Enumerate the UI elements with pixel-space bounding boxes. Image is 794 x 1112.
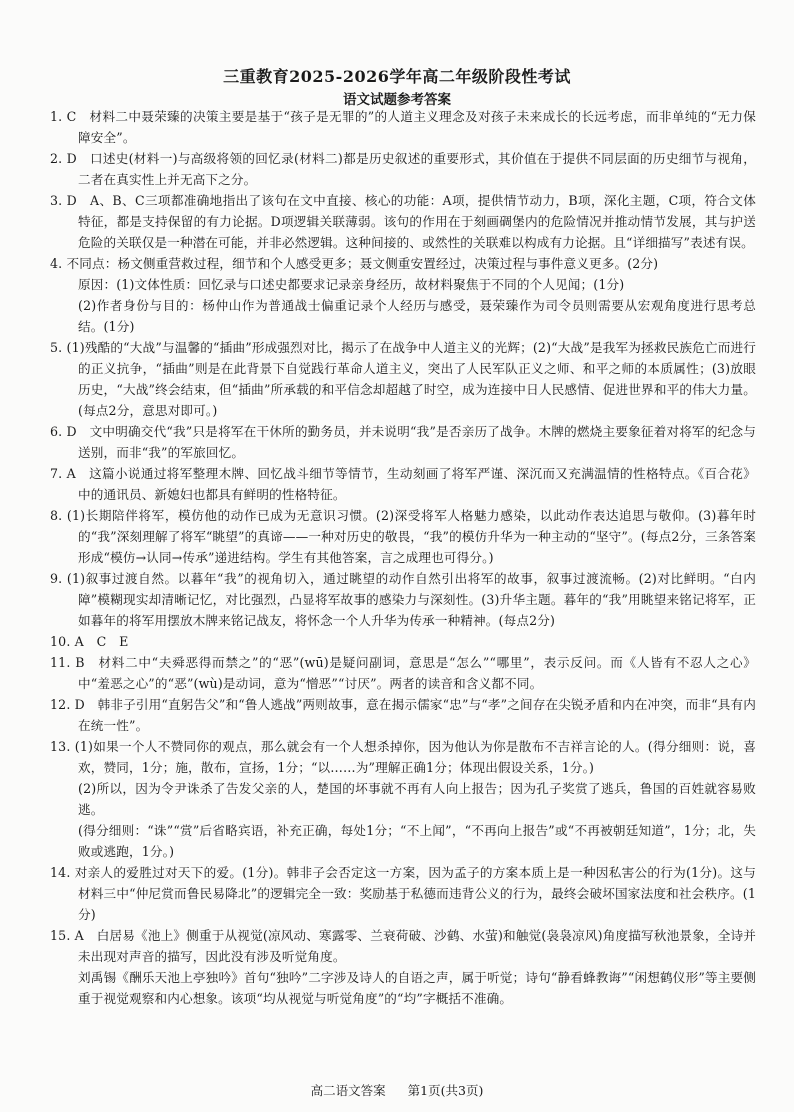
answer-13-part-2: (2)所以，因为令尹诛杀了告发父亲的人，楚国的坏事就不再有人向上报告；因为孔子奖赏了逃兵，鲁国的百姓就容易败逃。	[78, 781, 756, 817]
answer-10: 10. A C E	[50, 634, 129, 649]
answer-15-continued: 刘禹锡《酬乐天池上亭独吟》首句“独吟”二字涉及诗人的自语之声，属于听觉；诗句“静看蜂教诲”“闲想鹤仪形”等主要侧重于视觉观察和内心想象。该项“均从视觉与听觉角度”的“均”字概括不准确。	[78, 970, 756, 1006]
answer-15: 15. A 白居易《池上》侧重于从视觉(凉风动、寒露零、兰衰荷破、沙鹤、水萤)和触觉(袅袅凉风)角度描写秋池景象，全诗并未出现对声音的描写，因此没有涉及听觉角度。	[50, 928, 756, 964]
page-footer	[0, 1081, 794, 1099]
answer-1: 1. C 材料二中聂荣臻的决策主要是基于“孩子是无罪的”的人道主义理念及对孩子未来成长的长远考虑，而非单纯的“无力保障安全”。	[50, 109, 756, 145]
page-subtitle: 语文试题参考答案	[343, 92, 451, 108]
answer-12: 12. D 韩非子引用“直躬告父”和“鲁人逃战”两则故事，意在揭示儒家“忠”与“孝”之间存在尖锐矛盾和内在冲突，而非“具有内在统一性”。	[50, 697, 756, 733]
answer-9: 9. (1)叙事过渡自然。以暮年“我”的视角切入，通过眺望的动作自然引出将军的故事，叙事过渡流畅。(2)对比鲜明。“白内障”模糊现实却清晰记忆，对比强烈，凸显将军故事的感染力与深刻性。(3)升华主题。暮年的“我”用眺望来铭记将军，正如暮年的将军用摆放木牌来铭记战友，将怀念一个人升华为传承一种精神。(每点2分)	[50, 571, 756, 628]
answer-5: 5. (1)残酷的“大战”与温馨的“插曲”形成强烈对比，揭示了在战争中人道主义的光辉；(2)“大战”是我军为拯救民族危亡而进行的正义抗争，“插曲”则是在此背景下自觉践行革命人道主义，突出了人民军队正义之师、和平之师的本质属性；(3)放眼历史，“大战”终会结束，但“插曲”所承载的和平信念却超越了时空，成为连接中日人民感情、促进世界和平的伟大力量。(每点2分，意思对即可。)	[50, 340, 756, 418]
footer-page-number: 第1页(共3页)	[407, 1083, 484, 1098]
answer-4-reason-2: (2)作者身份与目的：杨仲山作为普通战士偏重记录个人经历与感受，聂荣臻作为司令员则需要从宏观角度进行思考总结。(1分)	[78, 298, 756, 334]
answer-14: 14. 对亲人的爱胜过对天下的爱。(1分)。韩非子会否定这一方案，因为孟子的方案本质上是一种因私害公的行为(1分)。这与材料三中“仲尼赏而鲁民易降北”的逻辑完全一致：奖励基于私德而违背公义的行为，最终会破坏国家法度和社会秩序。(1分)	[50, 865, 756, 922]
answer-4: 4. 不同点：杨文侧重营救过程，细节和个人感受更多；聂文侧重安置经过，决策过程与事件意义更多。(2分)	[50, 256, 659, 271]
answer-6: 6. D 文中明确交代“我”只是将军在干休所的勤务员，并未说明“我”是否亲历了战争。木牌的燃烧主要象征着对将军的纪念与送别，而非“我”的军旅回忆。	[50, 424, 756, 460]
answer-list	[50, 106, 756, 1009]
answer-4-reason-1: 原因：(1)文体性质：回忆录与口述史都要求记录亲身经历，故材料聚焦于不同的个人见闻；(1分)	[78, 277, 625, 292]
footer-subject: 高二语文答案	[310, 1083, 386, 1098]
answer-7: 7. A 这篇小说通过将军整理木牌、回忆战斗细节等情节，生动刻画了将军严谨、深沉而又充满温情的性格特点。《百合花》中的通讯员、新媳妇也都具有鲜明的性格特征。	[50, 466, 756, 502]
answer-13-part-1: 13. (1)如果一个人不赞同你的观点，那么就会有一个人想杀掉你，因为他认为你是散布不吉祥言论的人。(得分细则：说，喜欢，赞同，1分；施，散布，宣扬，1分；“以……为”理解正确1分；体现出假设关系，1分。)	[50, 739, 756, 775]
answer-3: 3. D A、B、C三项都准确地指出了该句在文中直接、核心的功能：A项，提供情节动力，B项，深化主题，C项，符合文体特征，都是支持保留的有力论据。D项逻辑关联薄弱。该句的作用在于刻画碉堡内的危险情况并推动情节发展，其与护送危险的关联仅是一种潜在可能，并非必然逻辑。这种间接的、或然性的关联难以构成有力论据。且“详细描写”表述有误。	[50, 193, 756, 250]
page-title: 三重教育2025-2026学年高二年级阶段性考试	[223, 67, 571, 86]
answer-2: 2. D 口述史(材料一)与高级将领的回忆录(材料二)都是历史叙述的重要形式，其价值在于提供不同层面的历史细节与视角，二者在真实性上并无高下之分。	[50, 151, 756, 187]
answer-11: 11. B 材料二中“夫舜恶得而禁之”的“恶”(wū)是疑问副词，意思是“怎么”“哪里”，表示反问。而《人皆有不忍人之心》中“羞恶之心”的“恶”(wù)是动词，意为“憎恶”“讨厌”。两者的读音和含义都不同。	[50, 655, 756, 691]
answer-13-scoring: (得分细则：“诛”“赏”后省略宾语，补充正确，每处1分；“不上闻”，“不再向上报告”或“不再被朝廷知道”，1分；北，失败或逃跑，1分。)	[78, 823, 756, 859]
answer-8: 8. (1)长期陪伴将军，模仿他的动作已成为无意识习惯。(2)深受将军人格魅力感染，以此动作表达追思与敬仰。(3)暮年时的“我”深刻理解了将军“眺望”的真谛——一种对历史的敬畏，“我”的模仿升华为一种主动的“坚守”。(每点2分，三条答案形成“模仿→认同→传承”递进结构。学生有其他答案，言之成理也可得分。)	[50, 508, 756, 565]
